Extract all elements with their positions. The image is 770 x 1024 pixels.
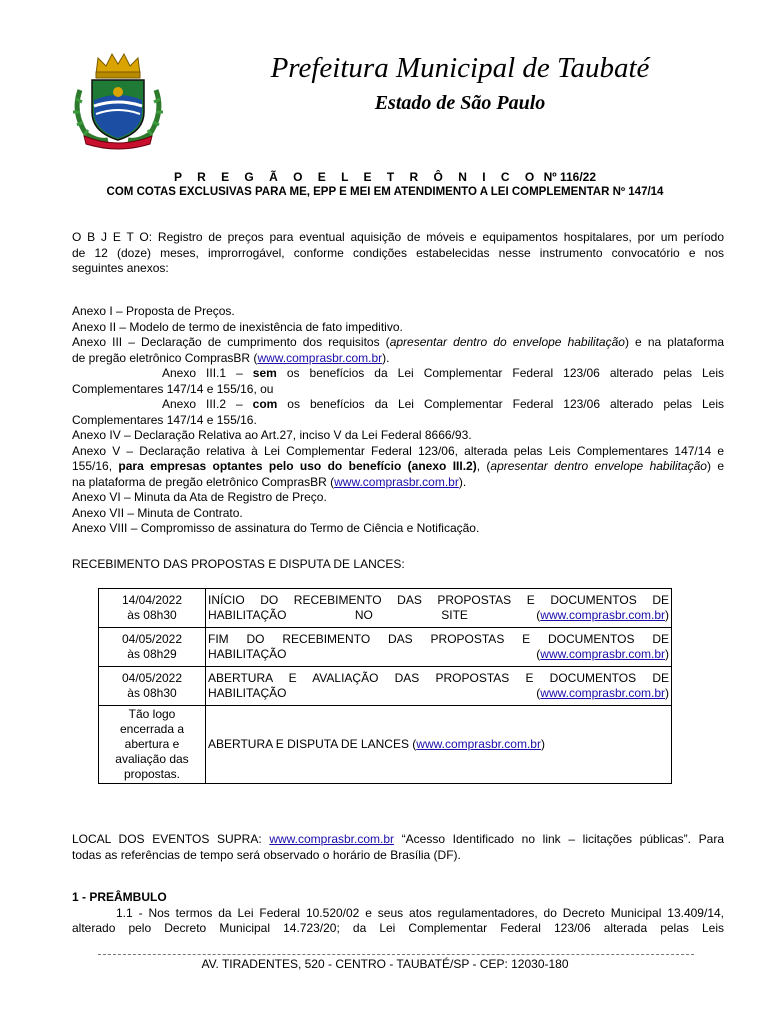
anexo-8: Anexo VIII – Compromisso de assinatura do Termo de Ciência e Notificação. (72, 521, 480, 535)
objeto-label: O B J E T O: (72, 230, 153, 244)
preambulo-line-2: alterado pelo Decreto Municipal 14.723/20; da Lei Complementar Federal 123/06 alterada pelas Leis (72, 921, 724, 935)
objeto-section (72, 230, 724, 277)
event-cell: ABERTURA E AVALIAÇÃO DAS PROPOSTAS E DOCUMENTOS DE HABILITAÇÃO (www.comprasbr.com.br) (206, 667, 672, 706)
local-line-2: todas as referências de tempo será observado o horário de Brasília (DF). (72, 847, 461, 862)
local-line-1: LOCAL DOS EVENTOS SUPRA: www.comprasbr.com.br “Acesso Identificado no link – licitações públicas”. Para (72, 832, 724, 846)
date-cell: 04/05/2022 às 08h30 (99, 667, 206, 706)
anexo-3-1: Anexo III.1 – sem os benefícios da Lei Complementar Federal 123/06 alterado pelas Leis (162, 366, 724, 380)
comprasbr-link[interactable]: www.comprasbr.com.br (540, 647, 665, 661)
pregao-number: Nº 116/22 (543, 170, 597, 184)
anexo-7: Anexo VII – Minuta de Contrato. (72, 505, 243, 520)
table-row (99, 628, 672, 667)
comprasbr-link[interactable]: www.comprasbr.com.br (334, 474, 459, 489)
comprasbr-link[interactable]: www.comprasbr.com.br (540, 608, 665, 622)
anexo-3-2-line-2: Complementares 147/14 e 155/16. (72, 412, 257, 427)
preambulo-heading: 1 - PREÂMBULO (72, 890, 167, 904)
date-cell: 14/04/2022 às 08h30 (99, 589, 206, 628)
objeto-line-1: O B J E T O: Registro de preços para eventual aquisição de móveis e equipamentos hospitalares, por um período (72, 230, 725, 244)
event-cell: ABERTURA E DISPUTA DE LANCES (www.comprasbr.com.br) (206, 706, 672, 784)
comprasbr-link[interactable]: www.comprasbr.com.br (540, 686, 665, 700)
recebimento-heading: RECEBIMENTO DAS PROPOSTAS E DISPUTA DE LANCES: (72, 557, 405, 571)
pregao-heading (0, 170, 770, 184)
preambulo-section (72, 890, 724, 937)
date-cell: Tão logo encerrada a abertura e avaliação das propostas. (99, 706, 206, 784)
table-row (99, 706, 672, 784)
event-cell: FIM DO RECEBIMENTO DAS PROPOSTAS E DOCUMENTOS DE HABILITAÇÃO (www.comprasbr.com.br) (206, 628, 672, 667)
anexos-list (72, 304, 724, 537)
anexo-6: Anexo VI – Minuta da Ata de Registro de Preço. (72, 490, 327, 504)
pregao-label: P R E G Ã O E L E T R Ô N I C O (173, 170, 541, 184)
objeto-line-3: seguintes anexos: (72, 261, 169, 275)
preambulo-line-1: 1.1 - Nos termos da Lei Federal 10.520/02 e seus atos regulamentadores, do Decreto Municipal 13.409/14, (116, 905, 724, 920)
anexo-3: Anexo III – Declaração de cumprimento dos requisitos (apresentar dentro do envelope habilitação) e na plataforma (72, 335, 724, 349)
comprasbr-link[interactable]: www.comprasbr.com.br (257, 350, 383, 365)
event-cell: INÍCIO DO RECEBIMENTO DAS PROPOSTAS E DOCUMENTOS DE HABILITAÇÃO NO SITE (www.comprasbr.com.br) (206, 589, 672, 628)
footer-divider (98, 954, 694, 955)
table-row (99, 589, 672, 628)
comprasbr-link[interactable]: www.comprasbr.com.br (269, 832, 395, 846)
cotas-heading: COM COTAS EXCLUSIVAS PARA ME, EPP E MEI EM ATENDIMENTO A LEI COMPLEMENTAR Nº 147/14 (106, 186, 664, 198)
footer-address: AV. TIRADENTES, 520 - CENTRO - TAUBATÉ/SP - CEP: 12030-180 (201, 957, 569, 971)
table-row (99, 667, 672, 706)
anexo-1: Anexo I – Proposta de Preços. (72, 304, 235, 318)
schedule-table (98, 588, 672, 784)
comprasbr-link[interactable]: www.comprasbr.com.br (416, 737, 541, 751)
anexo-4: Anexo IV – Declaração Relativa ao Art.27, inciso V da Lei Federal 8666/93. (72, 428, 472, 442)
anexo-3-1-line-2: Complementares 147/14 e 155/16, ou (72, 381, 274, 396)
date-cell: 04/05/2022 às 08h29 (99, 628, 206, 667)
anexo-2: Anexo II – Modelo de termo de inexistência de fato impeditivo. (72, 319, 403, 334)
page-title: Prefeitura Municipal de Taubaté (270, 52, 650, 84)
anexo-3-2: Anexo III.2 – com os benefícios da Lei Complementar Federal 123/06 alterado pelas Leis (162, 397, 724, 411)
objeto-line-2: de 12 (doze) meses, improrrogável, conforme condições estabelecidas nesse instrumento convocatório e nos (72, 245, 724, 260)
anexo-5-line-3: na plataforma de pregão eletrônico ComprasBR (www.comprasbr.com.br). (72, 474, 467, 489)
anexo-3-line-2: de pregão eletrônico ComprasBR (www.comprasbr.com.br). (72, 350, 390, 365)
coat-of-arms-icon (68, 50, 168, 150)
page-subtitle: Estado de São Paulo (374, 92, 546, 114)
anexo-5: Anexo V – Declaração relativa à Lei Complementar Federal 123/06, alterada pelas Leis Complementares 147/14 e (72, 443, 724, 458)
anexo-5-line-2: 155/16, para empresas optantes pelo uso do benefício (anexo III.2), (apresentar dentro envelope habilitação) e (72, 459, 724, 473)
local-section (72, 832, 724, 863)
